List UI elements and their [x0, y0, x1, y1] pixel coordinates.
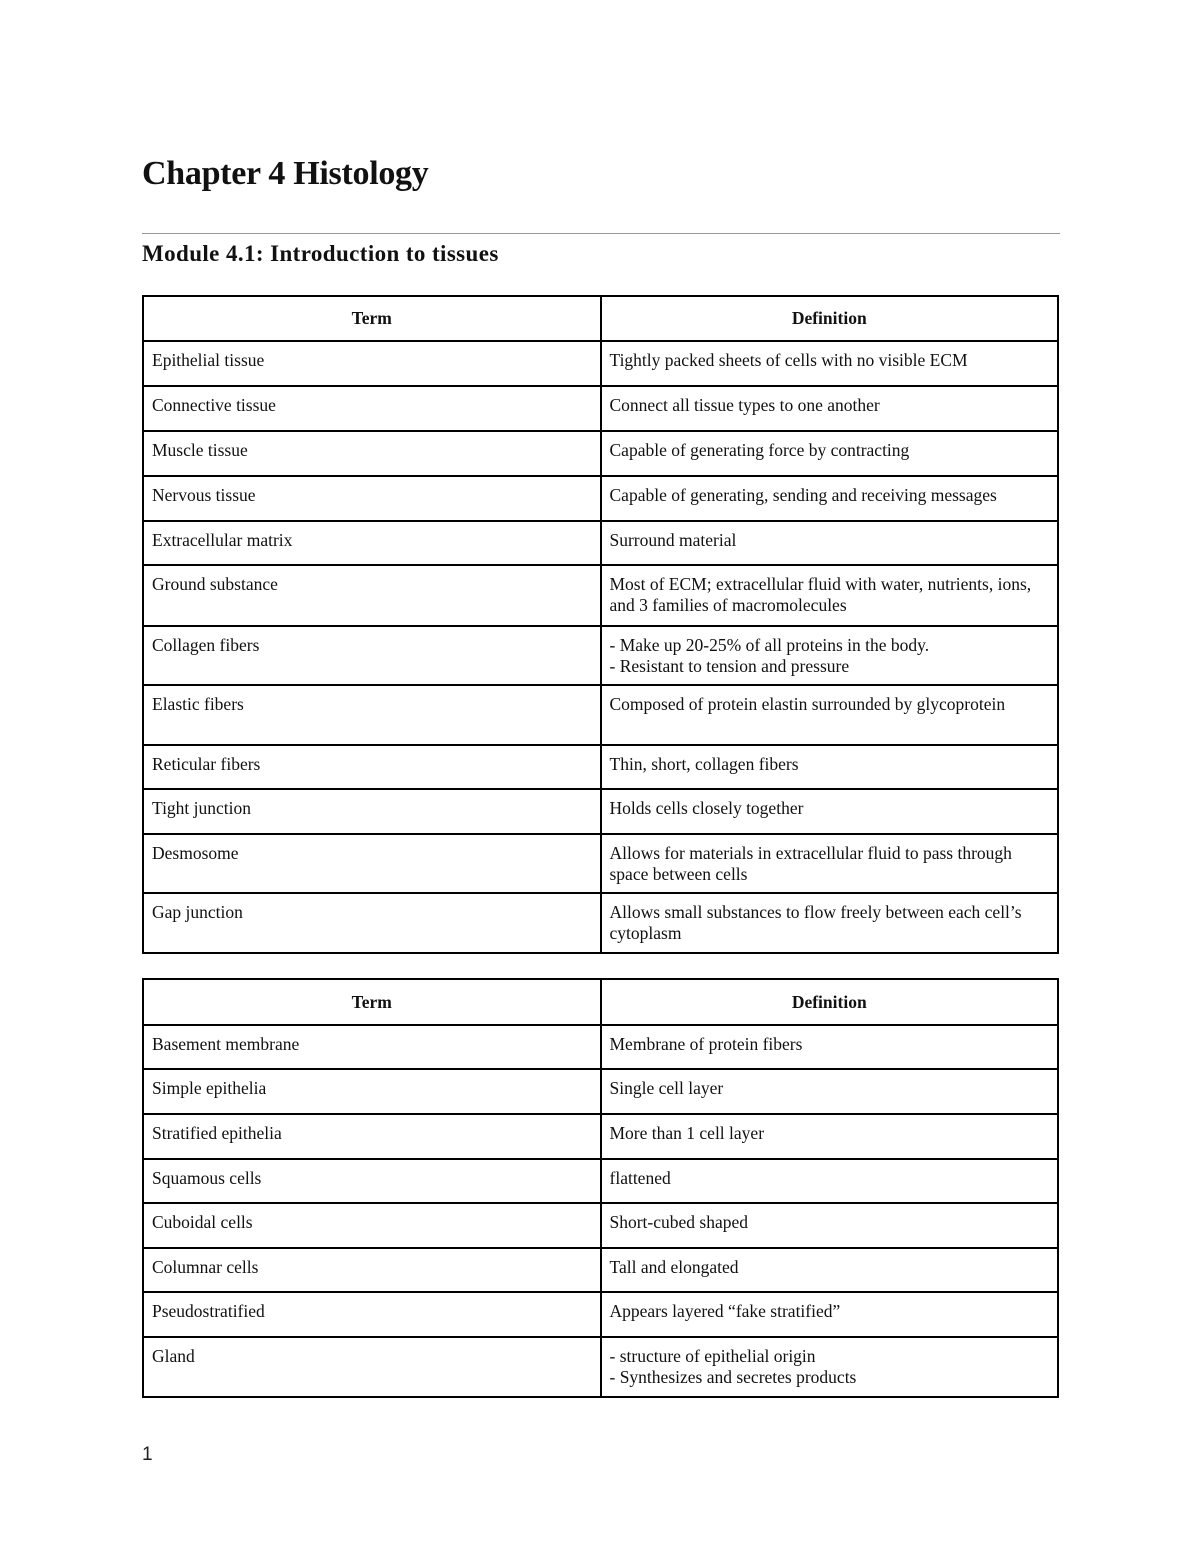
- table-body: [143, 341, 1058, 953]
- definition-line: Tall and elongated: [609, 1257, 739, 1277]
- term-cell: Ground substance: [143, 565, 601, 626]
- definition-cell: [601, 789, 1059, 834]
- header-definition: Definition: [601, 296, 1059, 341]
- table-row: [143, 893, 1058, 953]
- definition-line: Membrane of protein fibers: [609, 1034, 803, 1054]
- title-divider: [142, 233, 1060, 234]
- definition-line: - Resistant to tension and pressure: [609, 656, 850, 676]
- definition-cell: [601, 1292, 1059, 1337]
- definition-cell: [601, 834, 1059, 893]
- definition-line: - Synthesizes and secretes products: [609, 1367, 857, 1387]
- definition-cell: [601, 431, 1059, 476]
- definition-cell: [601, 1248, 1059, 1292]
- table-row: [143, 386, 1058, 431]
- term-cell: Extracellular matrix: [143, 521, 601, 565]
- definition-cell: [601, 476, 1059, 521]
- table-row: [143, 1114, 1058, 1159]
- definition-line: Holds cells closely together: [609, 798, 804, 818]
- definition-line: flattened: [609, 1168, 671, 1188]
- table-row: [143, 834, 1058, 893]
- term-cell: Simple epithelia: [143, 1069, 601, 1114]
- table-row: [143, 1069, 1058, 1114]
- table-row: [143, 1248, 1058, 1292]
- definition-cell: [601, 1025, 1059, 1069]
- term-cell: Nervous tissue: [143, 476, 601, 521]
- term-cell: Muscle tissue: [143, 431, 601, 476]
- definition-cell: [601, 341, 1059, 386]
- definitions-table-2: [142, 978, 1059, 1398]
- table-body: [143, 1025, 1058, 1397]
- term-cell: Basement membrane: [143, 1025, 601, 1069]
- table-row: [143, 745, 1058, 789]
- definition-line: Tightly packed sheets of cells with no visible ECM: [609, 350, 968, 370]
- definition-cell: [601, 1203, 1059, 1248]
- table-row: [143, 1025, 1058, 1069]
- definition-cell: [601, 685, 1059, 745]
- header-term: Term: [143, 979, 601, 1025]
- definition-line: Thin, short, collagen fibers: [609, 754, 799, 774]
- definition-line: Capable of generating force by contracting: [609, 440, 910, 460]
- term-cell: Columnar cells: [143, 1248, 601, 1292]
- term-cell: Squamous cells: [143, 1159, 601, 1203]
- table-header-row: [143, 296, 1058, 341]
- table-row: [143, 1203, 1058, 1248]
- definition-line: Appears layered “fake stratified”: [609, 1301, 841, 1321]
- definition-cell: [601, 521, 1059, 565]
- header-term: Term: [143, 296, 601, 341]
- definition-line: Connect all tissue types to one another: [609, 395, 880, 415]
- definition-line: - structure of epithelial origin: [609, 1346, 816, 1366]
- definition-line: Allows small substances to flow freely between each cell’s cytoplasm: [609, 902, 1022, 943]
- table-row: [143, 1292, 1058, 1337]
- term-cell: Cuboidal cells: [143, 1203, 601, 1248]
- module-heading: Module 4.1: Introduction to tissues: [142, 241, 499, 266]
- definition-line: More than 1 cell layer: [609, 1123, 765, 1143]
- page-number: 1: [142, 1444, 153, 1465]
- table-row: [143, 626, 1058, 685]
- definition-line: - Make up 20-25% of all proteins in the body.: [609, 635, 930, 655]
- table-row: [143, 521, 1058, 565]
- term-cell: Stratified epithelia: [143, 1114, 601, 1159]
- definition-cell: [601, 626, 1059, 685]
- definition-cell: [601, 745, 1059, 789]
- definition-cell: [601, 386, 1059, 431]
- term-cell: Gap junction: [143, 893, 601, 953]
- table-row: [143, 685, 1058, 745]
- definition-cell: [601, 1114, 1059, 1159]
- term-cell: Tight junction: [143, 789, 601, 834]
- header-definition: Definition: [601, 979, 1059, 1025]
- term-cell: Reticular fibers: [143, 745, 601, 789]
- definitions-table-1: [142, 295, 1059, 954]
- definition-line: Allows for materials in extracellular fluid to pass through space between cells: [609, 843, 1012, 884]
- definition-line: Surround material: [609, 530, 737, 550]
- definition-cell: [601, 1159, 1059, 1203]
- definition-cell: [601, 1337, 1059, 1397]
- definition-line: Most of ECM; extracellular fluid with water, nutrients, ions, and 3 families of macromolecules: [609, 574, 1032, 615]
- definition-line: Composed of protein elastin surrounded by glycoprotein: [609, 694, 1006, 714]
- definition-cell: [601, 893, 1059, 953]
- term-cell: Gland: [143, 1337, 601, 1397]
- definition-cell: [601, 565, 1059, 626]
- term-cell: Pseudostratified: [143, 1292, 601, 1337]
- definition-line: Single cell layer: [609, 1078, 724, 1098]
- term-cell: Epithelial tissue: [143, 341, 601, 386]
- table-row: [143, 476, 1058, 521]
- table-row: [143, 565, 1058, 626]
- term-cell: Collagen fibers: [143, 626, 601, 685]
- definition-cell: [601, 1069, 1059, 1114]
- term-cell: Desmosome: [143, 834, 601, 893]
- table-row: [143, 431, 1058, 476]
- table-header-row: [143, 979, 1058, 1025]
- definition-line: Capable of generating, sending and receiving messages: [609, 485, 997, 505]
- table-row: [143, 789, 1058, 834]
- definition-line: Short-cubed shaped: [609, 1212, 749, 1232]
- term-cell: Elastic fibers: [143, 685, 601, 745]
- term-cell: Connective tissue: [143, 386, 601, 431]
- table-row: [143, 1159, 1058, 1203]
- table-row: [143, 1337, 1058, 1397]
- page-title: Chapter 4 Histology: [142, 155, 429, 192]
- table-row: [143, 341, 1058, 386]
